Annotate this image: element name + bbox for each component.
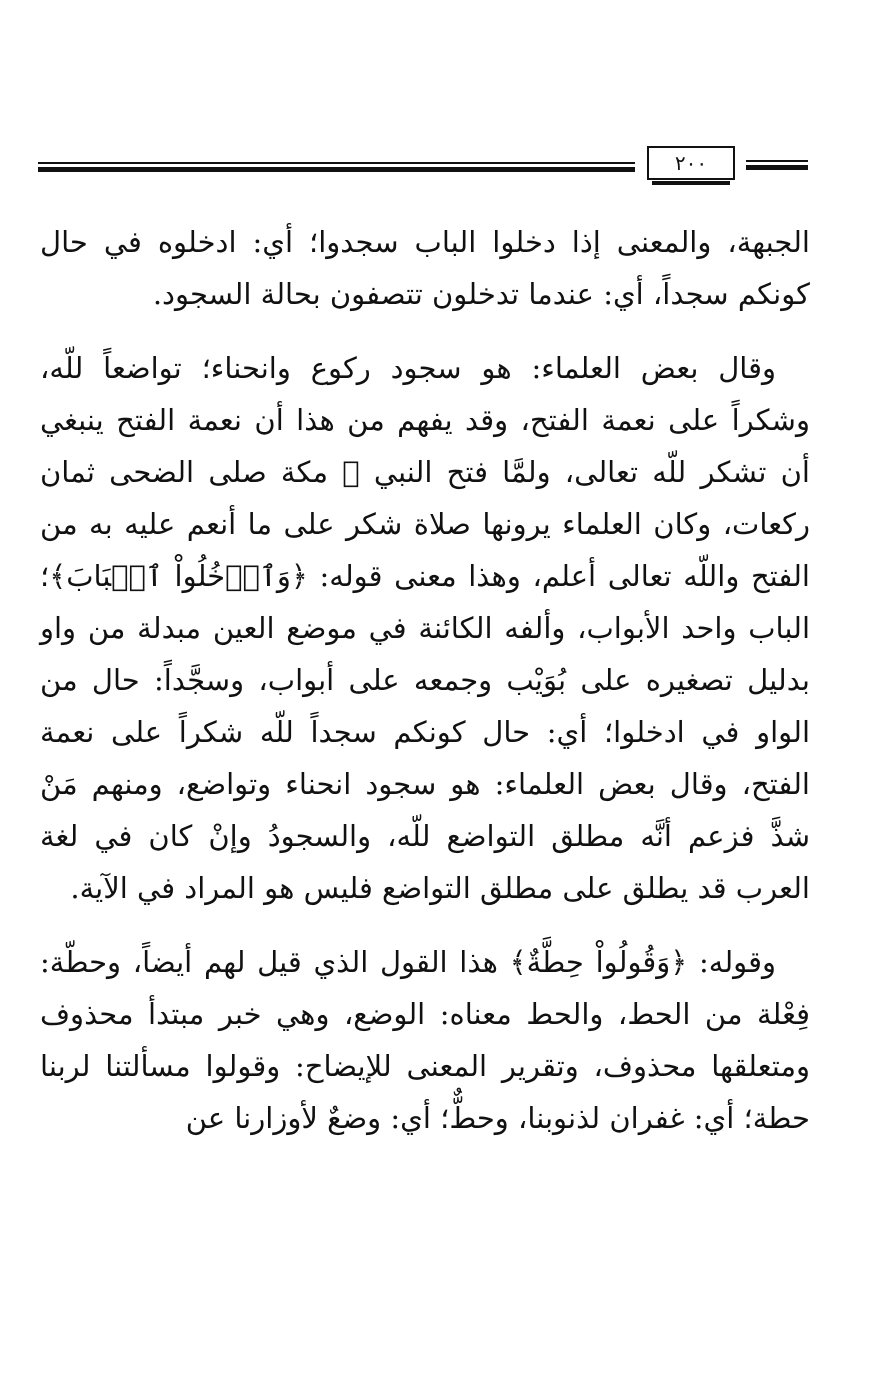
paragraph-3: وقوله: ﴿وَقُولُواْ حِطَّةٌ﴾ هذا القول الذي قيل لهم أيضاً، وحطّة: فِعْلة من الحط، والحط معناه: الوضع، وهي خبر مبتدأ محذوف ومتعلقها محذوف، وتقرير المعنى للإيضاح: وقولوا مسألتنا لربنا حطة؛ أي: غفران لذنوبنا، وحطٌّ؛ أي: وضعٌ لأوزارنا عن (40, 945, 810, 1135)
header-rule-long (38, 162, 635, 172)
page-header (38, 146, 808, 182)
header-rule-short (746, 160, 808, 170)
page-number: ٢٠٠ (647, 146, 735, 180)
body-text (40, 216, 810, 1144)
paragraph-1: الجبهة، والمعنى إذا دخلوا الباب سجدوا؛ أي: ادخلوه في حال كونكم سجداً، أي: عندما تدخلون تتصفون بحالة السجود. (40, 225, 810, 311)
paragraph-2: وقال بعض العلماء: هو سجود ركوع وانحناء؛ تواضعاً للّه، وشكراً على نعمة الفتح، وقد يفهم من هذا أن نعمة الفتح ينبغي أن تشكر للّه تعالى، ولمَّا فتح النبي ﷺ مكة صلى الضحى ثمان ركعات، وكان العلماء يرونها صلاة شكر على ما أنعم عليه به من الفتح واللّه تعالى أعلم، وهذا معنى قوله: ﴿وَٱدۡخُلُواْ ٱلۡبَابَ﴾؛ الباب واحد الأبواب، وألفه الكائنة في موضع العين مبدلة من واو بدليل تصغيره على بُوَيْب وجمعه على أبواب، وسجَّداً: حال من الواو في ادخلوا؛ أي: حال كونكم سجداً للّه شكراً على نعمة الفتح، وقال بعض العلماء: هو سجود انحناء وتواضع، ومنهم مَنْ شذَّ فزعم أنَّه مطلق التواضع للّه، والسجودُ وإنْ كان في لغة العرب قد يطلق على مطلق التواضع فليس هو المراد في الآية. (40, 351, 810, 905)
